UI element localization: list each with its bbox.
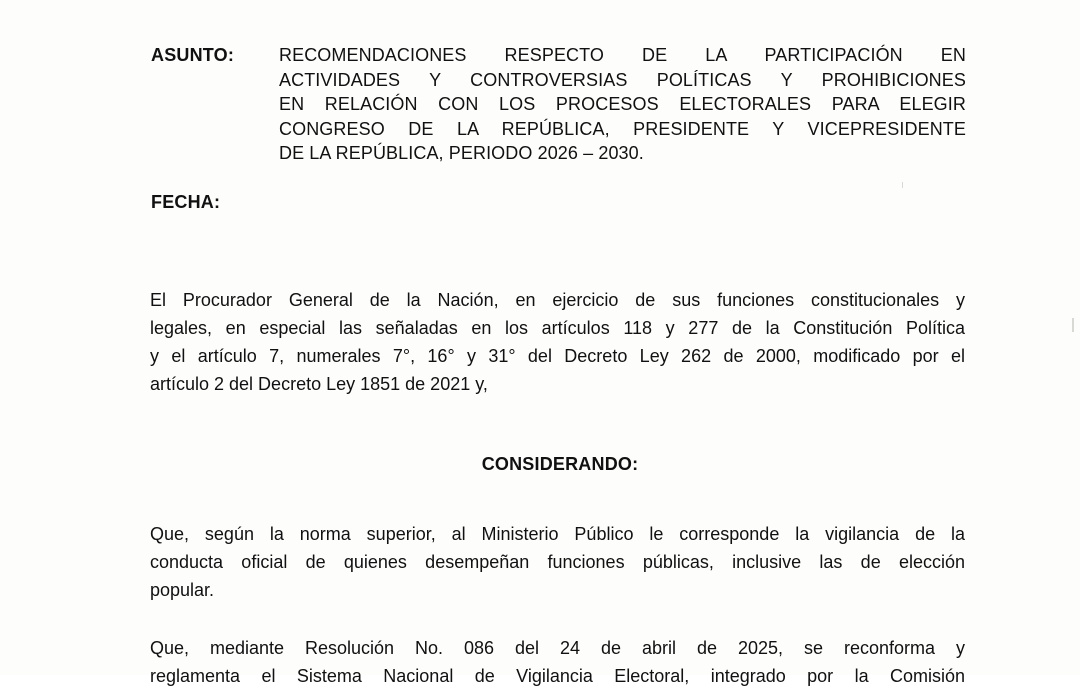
paragraph-line: reglamenta el Sistema Nacional de Vigilancia Electoral, integrado por la Comisión (150, 666, 965, 686)
paragraph-resolucion (150, 634, 965, 690)
asunto-section (151, 43, 966, 166)
intro-line: El Procurador General de la Nación, en ejercicio de sus funciones constitucionales y (150, 290, 965, 310)
asunto-label: ASUNTO: (151, 45, 235, 65)
intro-line: legales, en especial las señaladas en los artículos 118 y 277 de la Constitución Política (150, 318, 965, 338)
asunto-line: CONGRESO DE LA REPÚBLICA, PRESIDENTE Y VICEPRESIDENTE (279, 118, 966, 139)
paragraph-vigilancia (150, 520, 965, 604)
paragraph-line: Que, según la norma superior, al Ministerio Público le corresponde la vigilancia de la (150, 524, 965, 544)
asunto-line: RECOMENDACIONES RESPECTO DE LA PARTICIPACIÓN EN (279, 45, 966, 65)
asunto-line: DE LA REPÚBLICA, PERIODO 2026 – 2030. (279, 143, 644, 163)
intro-paragraph (150, 286, 965, 398)
paragraph-line: Que, mediante Resolución No. 086 del 24 de abril de 2025, se reconforma y (150, 638, 965, 658)
intro-line: artículo 2 del Decreto Ley 1851 de 2021 y, (150, 374, 488, 394)
considerando-heading: CONSIDERANDO: (481, 454, 639, 474)
paragraph-line: conducta oficial de quienes desempeñan funciones públicas, inclusive las de elección (150, 552, 965, 572)
intro-line: y el artículo 7, numerales 7°, 16° y 31° del Decreto Ley 262 de 2000, modificado por el (150, 346, 965, 366)
asunto-text (279, 43, 966, 166)
paragraph-line: popular. (150, 580, 215, 600)
scan-mark (902, 182, 903, 188)
asunto-line: EN RELACIÓN CON LOS PROCESOS ELECTORALES PARA ELEGIR (279, 94, 966, 114)
fecha-label: FECHA: (151, 192, 221, 212)
asunto-line: ACTIVIDADES Y CONTROVERSIAS POLÍTICAS Y PROHIBICIONES (279, 69, 966, 90)
scan-mark (1072, 318, 1074, 332)
